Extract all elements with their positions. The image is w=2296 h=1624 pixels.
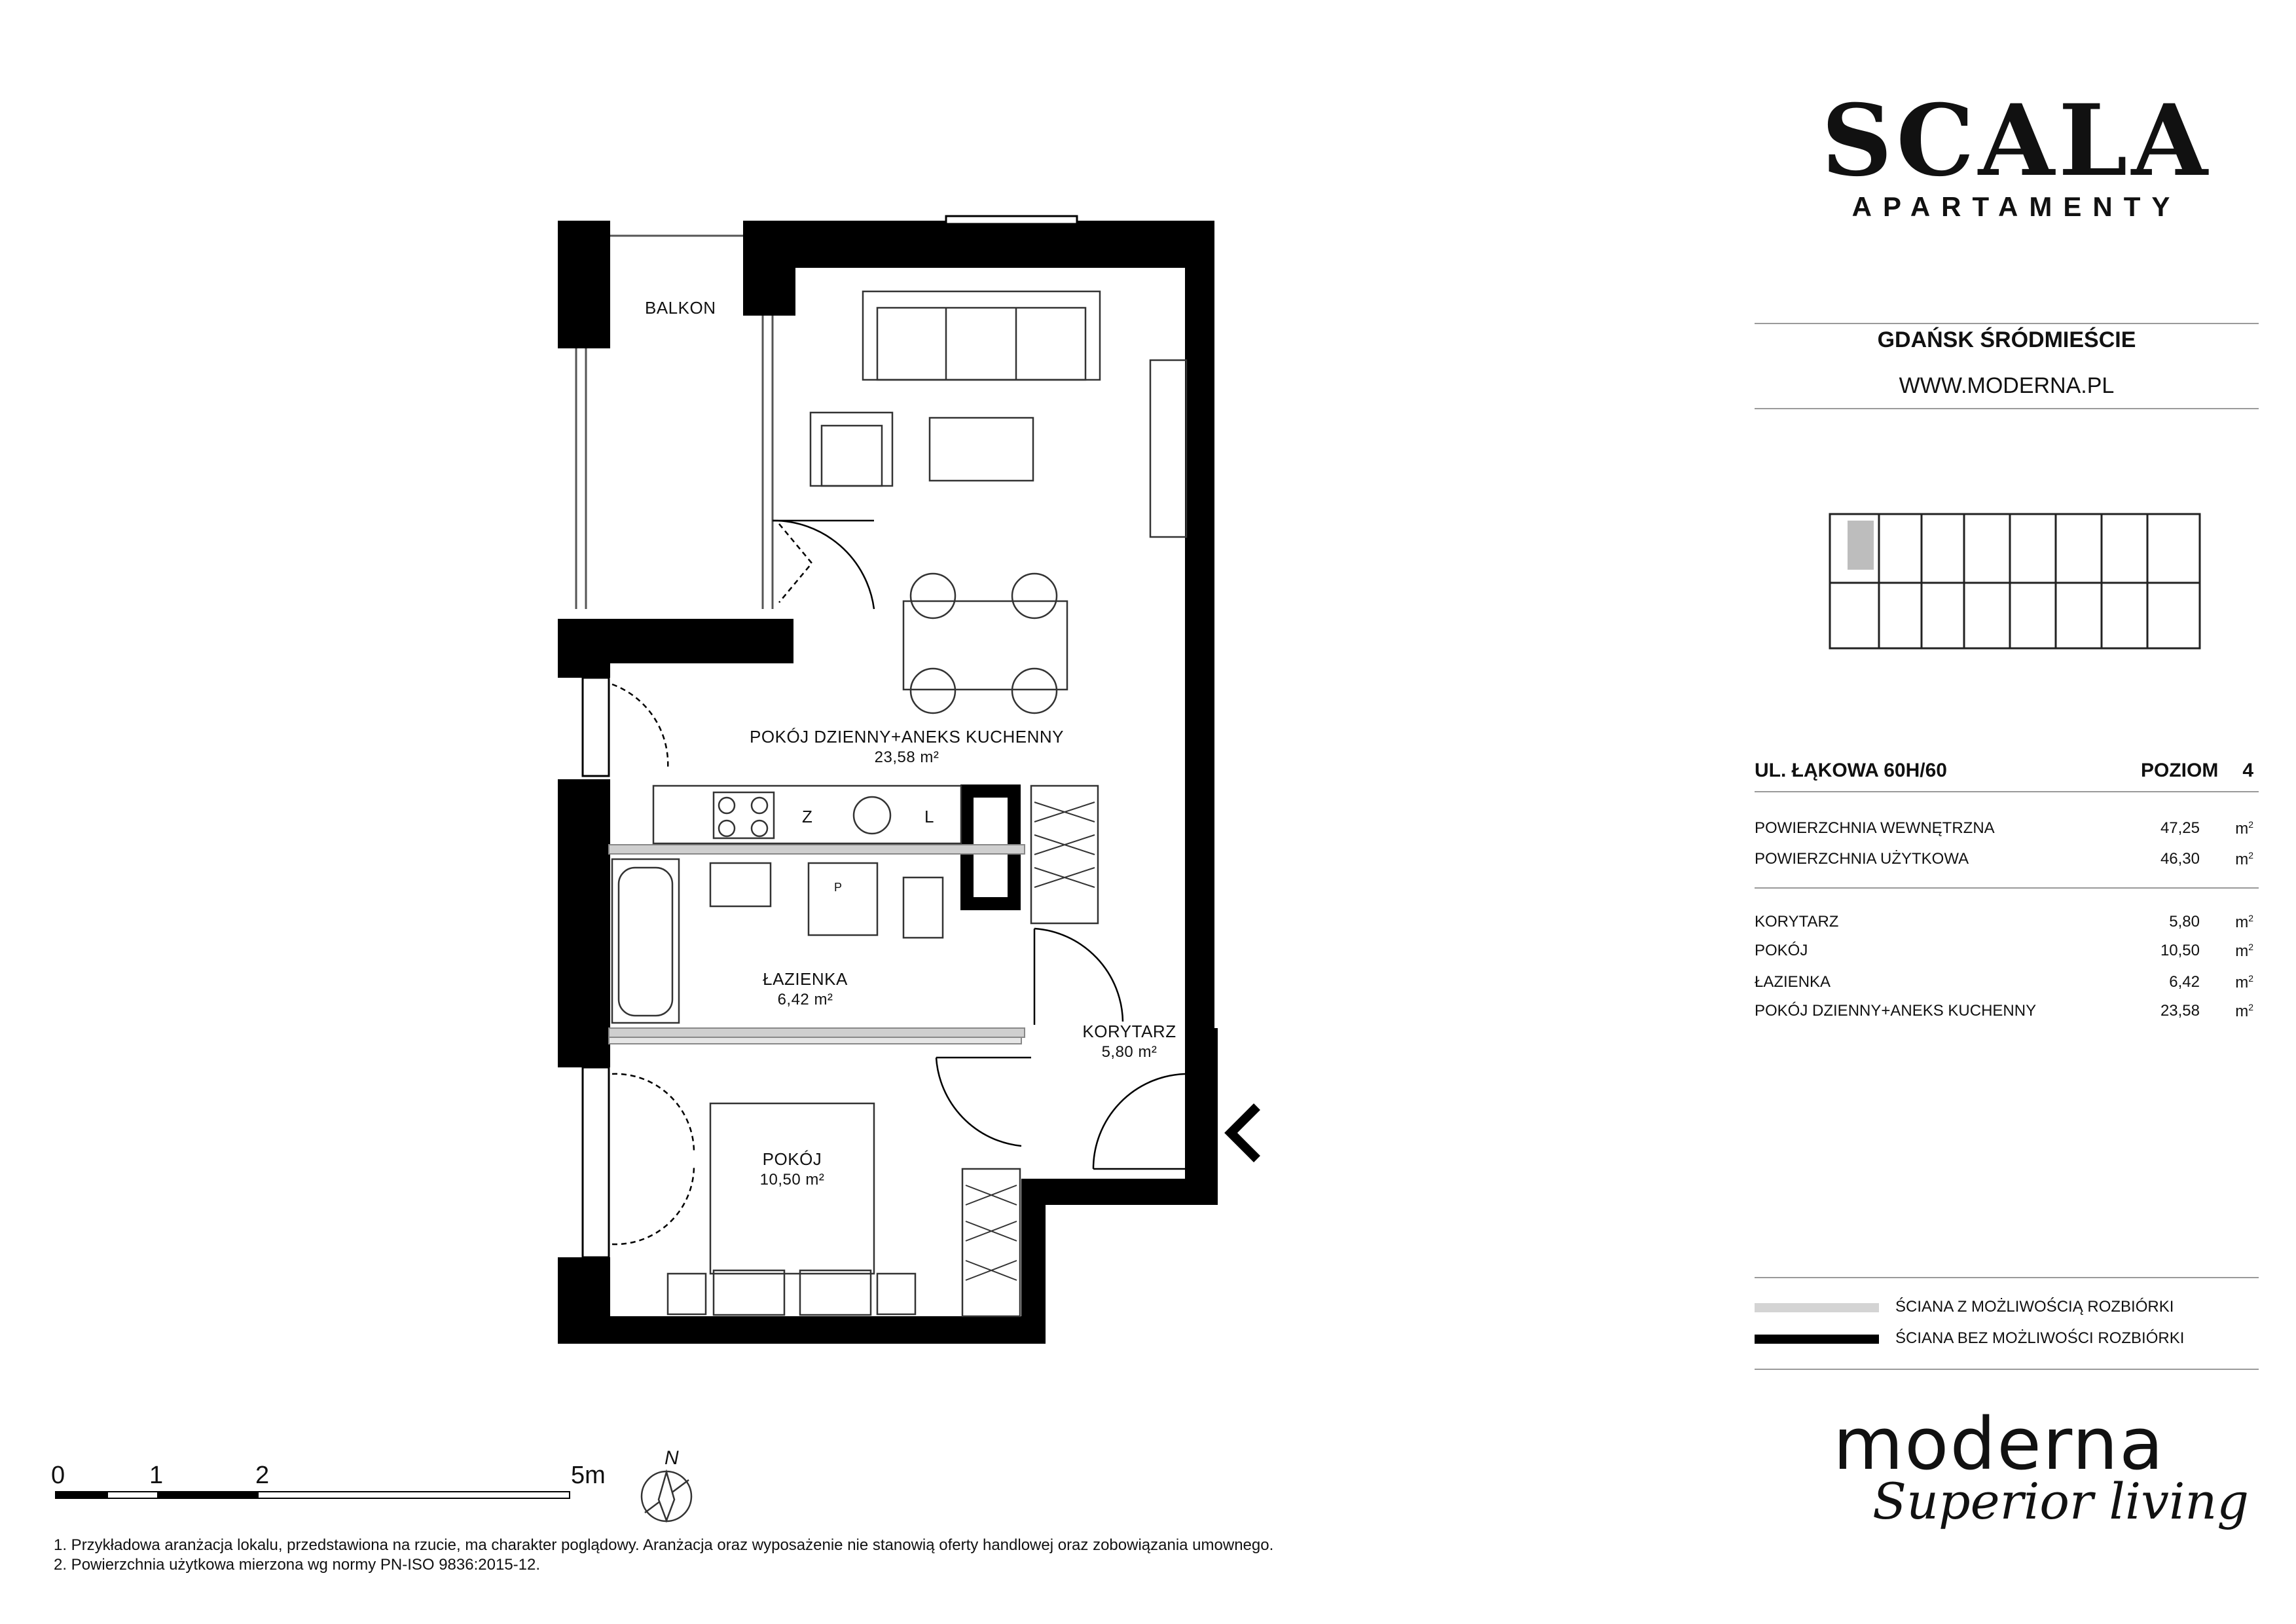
summary-row: [1755, 846, 2259, 872]
room-name-bedroom: POKÓJ: [762, 1149, 822, 1169]
room-area-value: 23,58: [2160, 1002, 2200, 1020]
legend-swatch-removable: [1755, 1303, 1879, 1312]
room-area-label: POKÓJ DZIENNY+ANEKS KUCHENNY: [1755, 1002, 2037, 1020]
room-area-label: ŁAZIENKA: [1755, 973, 1831, 991]
footnote-2: 2. Powierzchnia użytkowa mierzona wg normy PN-ISO 9836:2015-12.: [54, 1556, 541, 1574]
location-website: WWW.MODERNA.PL: [1899, 373, 2115, 398]
summary-unit: $m^2$: [2235, 850, 2253, 868]
room-area-corridor: 5,80 m²: [1101, 1043, 1157, 1061]
key-plan: [1830, 514, 2200, 648]
scale-label-5m: 5m: [571, 1462, 606, 1489]
room-area-unit: $m^2$: [2235, 973, 2253, 991]
summary-row: [1755, 815, 2259, 841]
room-area-bedroom: 10,50 m²: [759, 1171, 825, 1189]
room-name-corridor: KORYTARZ: [1082, 1022, 1176, 1041]
room-area-unit: $m^2$: [2235, 942, 2253, 960]
scale-label-1: 1: [149, 1462, 164, 1489]
room-area-unit: $m^2$: [2235, 1002, 2253, 1020]
fixture-washer: P: [834, 881, 843, 894]
scale-bar: [56, 1492, 570, 1498]
room-name-living: POKÓJ DZIENNY+ANEKS KUCHENNY: [750, 727, 1064, 747]
scale-label-2: 2: [255, 1462, 270, 1489]
room-area-row: [1755, 938, 2259, 964]
room-area-row: [1755, 909, 2259, 935]
compass-north-label: N: [665, 1447, 679, 1469]
room-area-value: 6,42: [2169, 973, 2200, 991]
room-label-corridor: [1070, 1022, 1188, 1061]
scale-label-0: 0: [51, 1462, 65, 1489]
unit-level-label: POZIOM: [2141, 760, 2219, 781]
fixture-dishwasher: L: [924, 807, 934, 826]
unit-address-row: [1755, 760, 2259, 782]
unit-address: UL. ŁĄKOWA 60H/60: [1755, 760, 1947, 781]
room-area-unit: $m^2$: [2235, 913, 2253, 931]
room-label-bedroom: [740, 1149, 845, 1189]
room-area-bathroom: 6,42 m²: [777, 991, 833, 1008]
room-name-bathroom: ŁAZIENKA: [763, 969, 848, 989]
legend-permanent-label: ŚCIANA BEZ MOŻLIWOŚCI ROZBIÓRKI: [1895, 1329, 2185, 1347]
summary-label: POWIERZCHNIA UŻYTKOWA: [1755, 850, 1969, 868]
unit-level-value: 4: [2242, 760, 2253, 781]
summary-label: POWIERZCHNIA WEWNĘTRZNA: [1755, 819, 1995, 837]
developer-logo: moderna: [1833, 1402, 2165, 1486]
room-area-row: [1755, 998, 2259, 1024]
room-area-row: [1755, 969, 2259, 995]
room-area-value: 10,50: [2160, 942, 2200, 959]
room-area-label: POKÓJ: [1755, 942, 1808, 959]
summary-unit: $m^2$: [2235, 819, 2253, 838]
room-label-balcony: BALKON: [645, 298, 716, 318]
legend-swatch-permanent: [1755, 1335, 1879, 1344]
room-label-bathroom: [733, 969, 877, 1009]
load-bearing-walls: [558, 221, 1218, 1344]
footnote-1: 1. Przykładowa aranżacja lokalu, przedstawiona na rzucie, ma charakter poglądowy. Aranżacja oraz wyposażenie nie stanowią oferty handlowej oraz zobowiązania umownego.: [54, 1536, 1274, 1554]
brand-subtitle: APARTAMENTY: [1851, 191, 2181, 222]
entrance-arrow-icon: [1231, 1107, 1257, 1159]
furniture: [612, 291, 1186, 1316]
summary-value: 47,25: [2160, 819, 2200, 837]
summary-value: 46,30: [2160, 850, 2200, 868]
location-district: GDAŃSK ŚRÓDMIEŚCIE: [1877, 327, 2136, 352]
developer-tagline: Superior living: [1872, 1472, 2249, 1530]
room-label-living: [743, 727, 1070, 767]
room-area-label: KORYTARZ: [1755, 913, 1839, 931]
footnotes: [54, 1536, 1273, 1575]
brand-logo: SCALA: [1821, 83, 2212, 198]
legend-removable-label: ŚCIANA Z MOŻLIWOŚCIĄ ROZBIÓRKI: [1895, 1298, 2174, 1316]
room-area-value: 5,80: [2169, 913, 2200, 931]
fixture-fridge: Z: [802, 807, 812, 826]
compass-icon: [642, 1471, 691, 1521]
room-area-living: 23,58 m²: [874, 748, 939, 766]
